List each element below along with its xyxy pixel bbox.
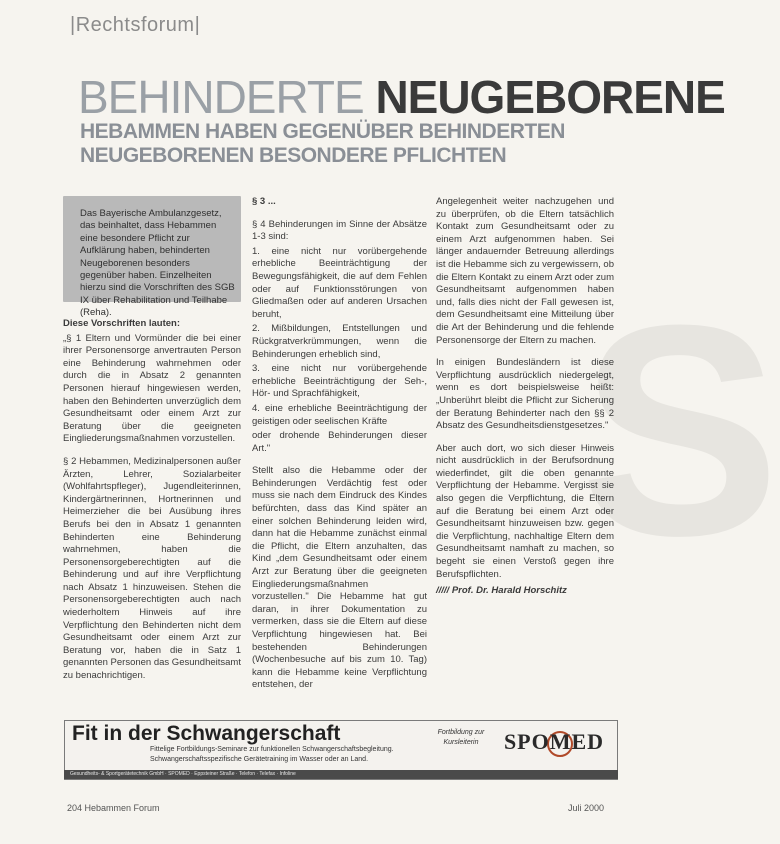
paragraph: Angelegenheit weiter nachzugehen und zu überprüfen, ob die Eltern tatsächlich Kontakt zum Gesundheitsamt oder zu einem Arzt aufgenommen haben. Sei länger andauernder Betreuung allerdings ist die Hebamme sich zu vergewissern, ob die Eltern Kontakt zu einem Arzt oder zum Gesundheitsamt aufgenommen haben und, falls dies nicht der Fall gewesen ist, dem Gesundheitsamt eine Mitteilung über die Art der Behinderung und die fehlende Personensorge der Eltern zu machen. (436, 196, 614, 346)
paragraph: oder drohende Behinderungen dieser Art." (252, 430, 427, 454)
page-footer-right: Juli 2000 (568, 803, 605, 813)
subtitle-line-1: HEBAMMEN HABEN GEGENÜBER BEHINDERTEN (80, 120, 565, 143)
paragraph: In einigen Bundesländern ist diese Verpflichtung ausdrücklich niedergelegt, wenn es dort beispielsweise heißt: „Unberührt bleibt die Pflicht zur Sicherung der Beratung Behinderter nach den §§ 2 Absatz des Gesundheitsdienstgesetzes." (436, 357, 614, 432)
ad-line-1: Fittelige Fortbildungs-Seminare zur funktionellen Schwangerschaftsbegleitung. (150, 746, 394, 753)
paragraph: § 3 ... (252, 196, 276, 207)
paragraph: § 4 Behinderungen im Sinne der Absätze 1-3 sind: (252, 218, 427, 243)
column-2 (252, 196, 427, 702)
lead-text: Das Bayerische Ambulanzgesetz, das beinhaltet, dass Hebammen eine besondere Pflicht zur Aufklärung haben, behinderten Neugeborenen besonders gegenüber haben. Einzelheiten hierzu sind die Vorschriften des SGB IX über Rehabilitation und Teilhabe (Reha). (80, 208, 235, 319)
title-word-dark: NEUGEBORENE (375, 71, 725, 123)
page-footer-left: 204 Hebammen Forum (67, 803, 160, 813)
ad-footer: Gesundheits- & Sportgerätetechnik GmbH · SPOMED · Eppsteiner Straße · Telefon · Telefax · Infoline (64, 770, 618, 779)
subtitle-line-2: NEUGEBORENEN BESONDERE PFLICHTEN (80, 144, 507, 167)
title-word-light: BEHINDERTE (78, 71, 364, 123)
paragraph: Stellt also die Hebamme oder der Behinderungen Verdächtig fest oder muss sie nach dem Eindruck des Kindes befürchten, dass das Kind später an einer solchen Behinderung leiden wird, dann hat die Hebamme zunächst einmal die Pflicht, die Eltern anzuhalten, das Kind „dem Gesundheitsamt oder einem Arzt zur Beratung über die geeigneten Eingliederungsmaßnahmen vorzustellen." Die Hebamme hat gut daran, in ihrer Dokumentation zu vermerken, dass sie die Eltern auf diese Verpflichtung hingewiesen hat. Bei bestehenden Behinderungen (Wochenbesuche auf bis zum 10. Tag) kann die Hebamme keine Verpflichtung entstehen, der (252, 465, 427, 691)
ad-title: Fit in der Schwangerschaft (72, 722, 341, 745)
ad-aside: Fortbildung zur Kursleiterin (437, 729, 485, 746)
section-label: |Rechtsforum| (70, 14, 201, 36)
main-title (78, 71, 725, 123)
paragraph: 2. Mißbildungen, Entstellungen und Rückgratverkrümmungen, wenn die Behinderungen erheblich sind, (252, 323, 427, 360)
paragraph: „§ 1 Eltern und Vormünder die bei einer ihrer Personensorge anvertrauten Person eine Behinderung wahrnehmen oder durch die in Absatz 2 genannten Personen hierauf hingewiesen werden, haben den Behinderten unverzüglich dem Gesundheitsamt oder einem Arzt zur Beratung über die geeigneten Eingliederungsmaßnahmen vorzustellen. (63, 332, 241, 445)
subtitle (80, 120, 600, 168)
paragraph: § 2 Hebammen, Medizinalpersonen außer Ärzten, Lehrer, Sozialarbeiter (Wohlfahrtspfleger), Jugendleiterinnen, Kindergärtnerinnen, Hortnerinnen und Heimerzieher die bei Ausübung ihres Berufs bei den in Absatz 1 genannten Behinderten eine Behinderung wahrnehmen, haben die Personensorgeberechtigten auf die Behinderung und auf ihre Verpflichtung nach Absatz 1 hinzuweisen. Stehen die Personensorgeberechtigten auch nach wiederholtem Hinweis auf ihre Verpflichtung den Behinderten nicht dem Gesundheitsamt oder einem Arzt zur Beratung vor, haben die in Satz 1 genannten Personen das Gesundheitsamt zu benachrichtigen. (63, 455, 241, 682)
author-signature: ///// Prof. Dr. Harald Horschitz (436, 585, 567, 597)
ad-line-2: Schwangerschaftsspezifische Gerätetraining im Wasser oder an Land. (150, 756, 369, 763)
paragraph: 3. eine nicht nur vorübergehende erhebliche Beeinträchtigung der Seh-, Hör- und Sprachfähigkeit, (252, 363, 427, 400)
column-1-heading: Diese Vorschriften lauten: (63, 318, 181, 329)
decorative-watermark: S (580, 262, 780, 598)
paragraph: 1. eine nicht nur vorübergehende erhebliche Beeinträchtigung der Bewegungsfähigkeit, die auf dem Fehlen oder auf Funktionsstörungen von Gliedmaßen oder auf anderen Ursachen beruht, (252, 245, 427, 320)
column-1 (63, 318, 241, 693)
ad-logo-text: SPOMED (503, 729, 605, 754)
paragraph: 4. eine erhebliche Beeinträchtigung der geistigen oder seelischen Kräfte (252, 402, 427, 427)
paragraph: Aber auch dort, wo sich dieser Hinweis nicht ausdrücklich in der Berufsordnung wiederfindet, gilt die oben genannte Verpflichtung der Hebamme. Vergisst sie also gegen die Verpflichtung, die Eltern auf die Beratung bei einem Arzt oder Gesundheitsamt hinzuweisen bzw. gegen die Verpflichtung, nachhaltige Eltern dem Gesundheitsamt namhaft zu machen, so begeht sie einen Verstoß gegen ihre Berufspflichten. (436, 442, 614, 580)
